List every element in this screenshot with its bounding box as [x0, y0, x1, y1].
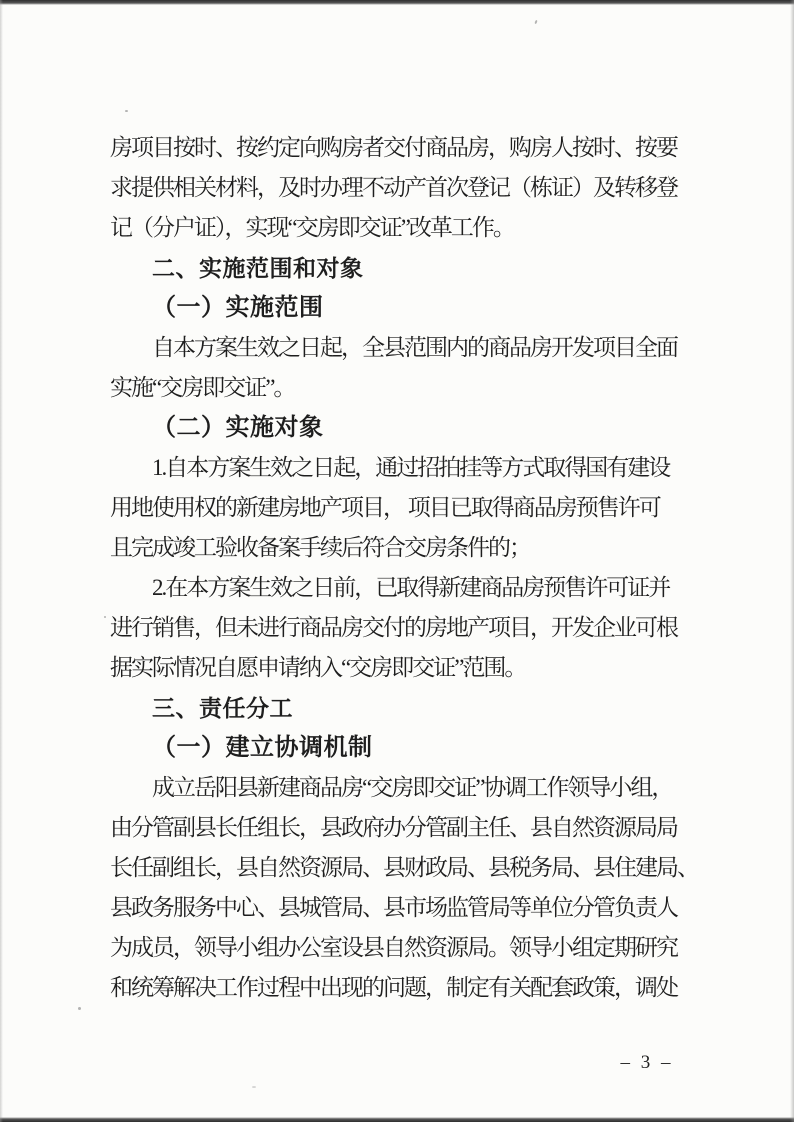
text-line: 和统筹解决工作过程中出现的问题，制定有关配套政策，调处 [110, 975, 677, 1000]
paragraph-first-line: 2.在本方案生效之日前，已取得新建商品房预售许可证并 [152, 575, 670, 600]
text-line: 房项目按时、按约定向购房者交付商品房，购房人按时、按要 [110, 135, 677, 160]
text-line: 求提供相关材料，及时办理不动产首次登记（栋证）及转移登 [110, 175, 677, 200]
section-heading: 二、实施范围和对象 [152, 255, 364, 281]
paragraph-first-line: 自本方案生效之日起，全县范围内的商品房开发项目全面 [152, 335, 677, 360]
text-line: 用地使用权的新建房地产项目， 项目已取得商品房预售许可 [110, 495, 660, 520]
scan-speck [252, 1086, 256, 1088]
text-line: 长任副组长，县自然资源局、县财政局、县税务局、县住建局、 [110, 855, 698, 880]
text-line: 记（分户证），实现“交房即交证”改革工作。 [110, 215, 514, 240]
text-line: 为成员，领导小组办公室设县自然资源局。领导小组定期研究 [110, 935, 677, 960]
scan-speck [534, 20, 537, 24]
scan-edge-left [0, 0, 3, 1122]
scan-edge-top [0, 0, 794, 5]
text-line: 且完成竣工验收备案手续后符合交房条件的； [110, 535, 530, 560]
text-line: 实施“交房即交证”。 [110, 375, 295, 400]
scan-speck [104, 616, 106, 618]
page-number: – 3 – [620, 1052, 674, 1073]
paragraph-first-line: 成立岳阳县新建商品房“交房即交证”协调工作领导小组， [152, 775, 673, 800]
scan-speck [78, 1007, 81, 1010]
scan-speck [125, 110, 128, 112]
document-body [110, 128, 698, 1008]
text-line: 进行销售，但未进行商品房交付的房地产项目，开发企业可根 [110, 615, 677, 640]
scan-edge-right [790, 0, 794, 1122]
text-line: 县政务服务中心、县城管局、县市场监管局等单位分管负责人 [110, 895, 677, 920]
paragraph-first-line: 1.自本方案生效之日起，通过招拍挂等方式取得国有建设 [152, 455, 670, 480]
subsection-heading: （一）实施范围 [152, 295, 324, 321]
subsection-heading: （一）建立协调机制 [152, 735, 373, 761]
scan-edge-bottom [0, 1117, 794, 1122]
text-line: 据实际情况自愿申请纳入“交房即交证”范围。 [110, 655, 526, 680]
text-line: 由分管副县长任组长，县政府办分管副主任、县自然资源局局 [110, 815, 677, 840]
subsection-heading: （二）实施对象 [152, 415, 324, 441]
section-heading: 三、责任分工 [152, 695, 293, 721]
